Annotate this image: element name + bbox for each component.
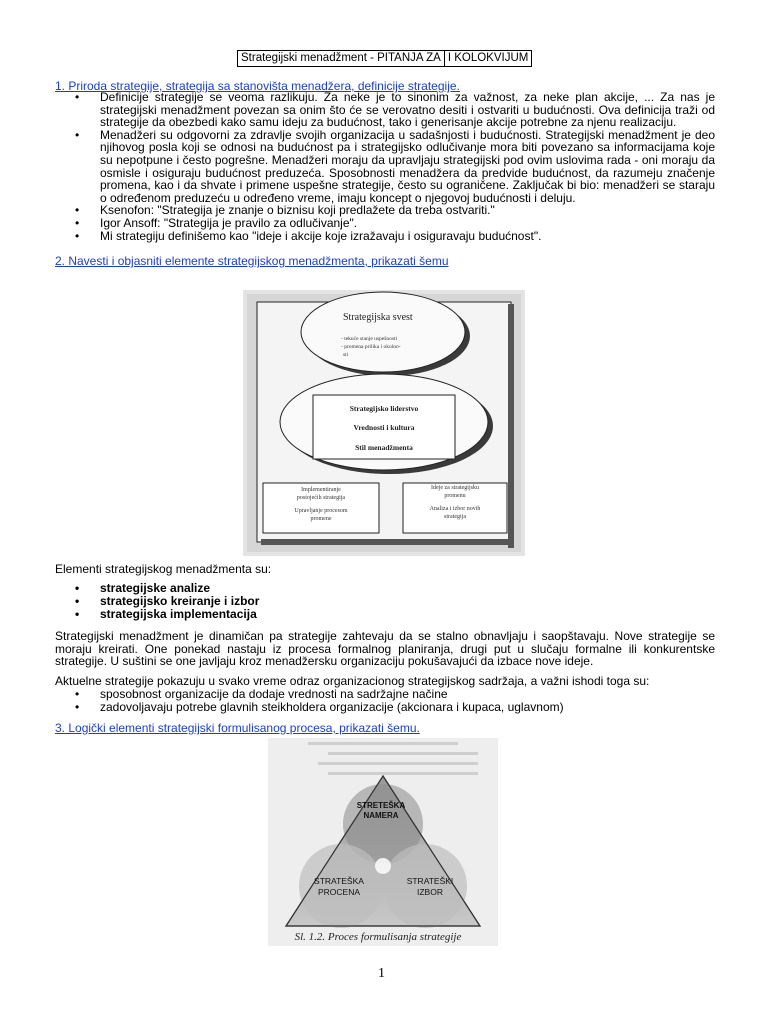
elements-list	[55, 582, 715, 621]
awareness-item: sti	[343, 352, 349, 358]
list-item: • strategijske analize	[55, 582, 715, 595]
document-title-part1: Strategijski menadžment - PITANJA ZA	[241, 52, 441, 64]
strategic-management-diagram	[243, 290, 525, 556]
list-item: • Mi strategiju definišemo kao "ideje i akcije koje izražavaju i osiguravaju budućnost".	[55, 230, 715, 243]
strategy-formulation-diagram	[268, 738, 498, 946]
leadership-line: Strategijsko liderstvo	[349, 404, 419, 413]
left-box-line: postojećih strategija	[296, 495, 346, 501]
left-box-line: Implementiranje	[301, 487, 341, 493]
list-item: • zadovoljavaju potrebe glavnih steikholdera organizacije (akcionara i kupaca, uglavnom)	[55, 701, 715, 714]
right-box-line: strategija	[444, 514, 466, 520]
section-2-heading[interactable]: 2. Navesti i objasniti elemente strategijskog menadžmenta, prikazati šemu	[55, 254, 449, 268]
style-line: Stil menadžmenta	[355, 443, 413, 452]
right-box-line: Ideje za strategijsku	[431, 485, 479, 491]
document-title-part2: I KOLOKVIJUM	[444, 51, 532, 66]
elements-intro: Elementi strategijskog menadžmenta su:	[55, 562, 272, 576]
list-item: • strategijsko kreiranje i izbor	[55, 595, 715, 608]
outcomes-list	[55, 688, 715, 713]
dynamics-paragraph: Strategijski menadžment je dinamičan pa strategije zahtevaju da se stalno obnavljaju i saopštavaju. Nove strategije se moraju kreirati. One ponekad nastaju iz procesa formalnog planiranja, drugi put u slučaju formalne ili konkurentske strategije. U suštini se one javljaju kroz menadžersku organizaciju pokušavajući da izbace nove ideje.	[55, 629, 715, 669]
list-item: • Ksenofon: "Strategija je znanje o biznisu koji predlažete da treba ostvariti."	[55, 204, 715, 217]
left-box-line: Upravljanje procesom	[294, 508, 348, 514]
choice-label: STRATEŠKI	[406, 876, 454, 886]
values-line: Vrednosti i kultura	[353, 423, 415, 432]
figure-caption: Sl. 1.2. Proces formulisanja strategije	[294, 931, 462, 943]
section-1-heading[interactable]: 1. Priroda strategije, strategija sa stanovišta menadžera, definicije strategije.	[55, 79, 460, 93]
page-number: 1	[378, 966, 385, 981]
awareness-title: Strategijska svest	[343, 312, 413, 323]
choice-label: IZBOR	[417, 887, 443, 897]
list-item: • strategijska implementacija	[55, 608, 715, 621]
list-item: • sposobnost organizacije da dodaje vrednosti na sadržajne načine	[55, 688, 715, 701]
awareness-item: - promena prilika i okolno-	[341, 344, 401, 350]
intent-label: NAMERA	[363, 811, 399, 820]
list-item: • Definicije strategije se veoma razlikuju. Za neke je to sinonim za važnost, za neke plan akcije, ... Za nas je strategijski menadžment povezan sa onim što će se verovatno desiti i ostvariti u budućnosti. Ova definicija traži od strategije da obezbedi kako samu ideju za budućnost, tako i generisanje akcije potrebne za njenu realizaciju.	[55, 91, 715, 129]
list-item: • Menadžeri su odgovorni za zdravlje svojih organizacija u sadašnjosti i budućnosti. Strategijski menadžment je deo njihovog posla koji se odnosi na budućnost pa i strategijsko odlučivanje mora biti povezano sa informacijama koje su nepotpune i često pogrešne. Menadžeri moraju da upravljaju strategijski pod ovim uslovima rada - oni moraju da osmisle i osiguraju budućnost preduzeća. Sposobnosti menadžera da predvide budućnost, da razumeju značenje promena, kao i da shvate i primene uspešne strategije, često su ograničene. Zaključak bi bio: menadžeri se staraju o određenom preduzeću u određeno vreme, imaju koncept o njegovoj budućnosti i deluju.	[55, 129, 715, 205]
assessment-label: PROCENA	[317, 887, 361, 897]
intent-label: STRETEŠKA	[356, 801, 406, 810]
assessment-label: STRATEŠKA	[314, 876, 364, 886]
outcomes-paragraph: Aktuelne strategije pokazuju u svako vreme odraz organizacionog strategijskog sadržaja, a važni ishodi toga su:	[55, 674, 650, 688]
left-box-line: promene	[310, 516, 332, 522]
right-box-line: promenu	[444, 493, 466, 499]
section-3-heading[interactable]: 3. Logički elementi strategijski formulisanog procesa, prikazati šemu.	[55, 721, 420, 735]
list-item: • Igor Ansoff: "Strategija je pravilo za odlučivanje".	[55, 217, 715, 230]
awareness-item: - tekuće stanje uspešnosti	[341, 336, 398, 342]
right-box-line: Analiza i izbor novih	[429, 506, 481, 512]
document-title	[237, 50, 532, 67]
section-1-bullets	[55, 91, 715, 242]
